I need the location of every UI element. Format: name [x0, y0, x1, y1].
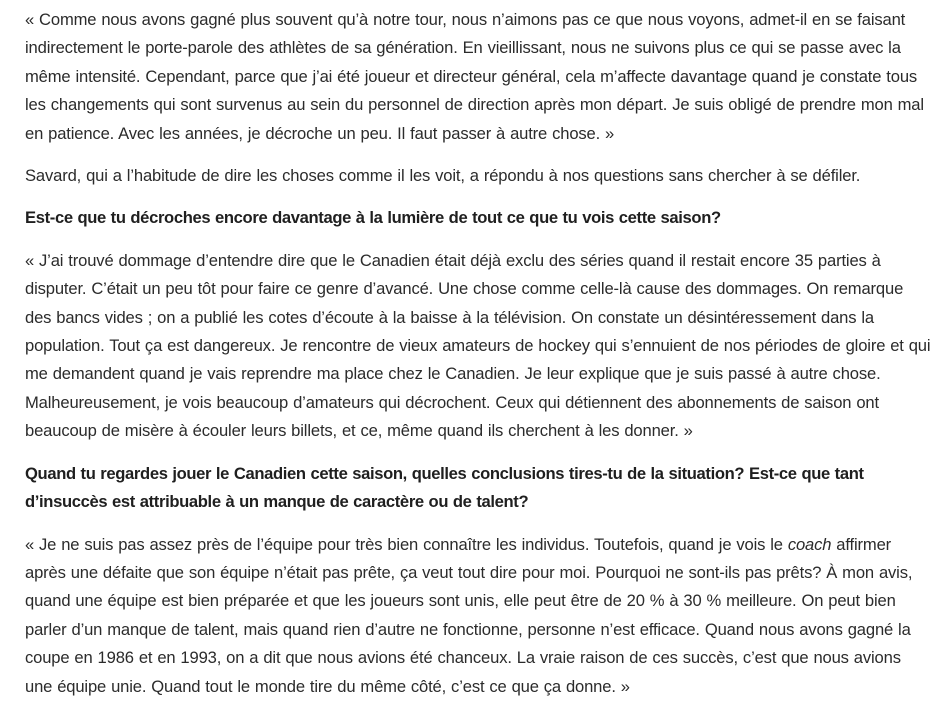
narration-paragraph: Savard, qui a l’habitude de dire les choses comme il les voit, a répondu à nos questions sans chercher à se défiler. — [25, 166, 861, 186]
article-body — [25, 6, 933, 715]
quote-paragraph-1: « Comme nous avons gagné plus souvent qu’à notre tour, nous n’aimons pas ce que nous voyons, admet-il en se faisant indirectement le porte-parole des athlètes de sa génération. En vieillissant, nous ne suivons plus ce qui se passe avec la même intensité. Cependant, parce que j’ai été joueur et directeur général, cela m’affecte davantage quand je constate tous les changements qui sont survenus au sein du personnel de direction après mon départ. Je suis obligé de prendre mon mal en patience. Avec les années, je décroche un peu. Il faut passer à autre chose. » — [25, 10, 924, 143]
quote-paragraph-2: « J’ai trouvé dommage d’entendre dire que le Canadien était déjà exclu des séries quand il restait encore 35 parties à disputer. C’était un peu tôt pour faire ce genre d’avancé. Une chose comme celle-là cause des dommages. On remarque des bancs vides ; on a publié les cotes d’écoute à la baisse à la télévision. On constate un désintéressement dans la population. Tout ça est dangereux. Je rencontre de vieux amateurs de hockey qui s’ennuient de nos périodes de gloire et qui me demandent quand je vais reprendre ma place chez le Canadien. Je leur explique que je suis passé à autre chose. Malheureusement, je vois beaucoup d’amateurs qui décrochent. Ceux qui détiennent des abonnements de saison ont beaucoup de misère à écouler leurs billets, et ce, même quand ils cherchent à les donner. » — [25, 250, 931, 441]
question-1: Est-ce que tu décroches encore davantage à la lumière de tout ce que tu vois cette saison? — [25, 208, 721, 228]
coach-italic-word: coach — [787, 534, 832, 554]
quote-3-part-1: « Je ne suis pas assez près de l’équipe pour très bien connaître les individus. Toutefois, quand je vois le — [25, 534, 788, 554]
question-2: Quand tu regardes jouer le Canadien cette saison, quelles conclusions tires-tu de la situation? Est-ce que tant d’insuccès est attribuable à un manque de caractère ou de talent? — [25, 463, 864, 512]
quote-paragraph-3 — [25, 531, 933, 701]
quote-3-part-2: affirmer après une défaite que son équipe n’était pas prête, ça veut tout dire pour moi. Pourquoi ne sont-ils pas prêts? À mon avis, quand une équipe est bien préparée et que les joueurs sont unis, elle peut être de 20 % à 30 % meilleure. On peut bien parler d’un manque de talent, mais quand rien d’autre ne fonctionne, personne n’est efficace. Quand nous avons gagné la coupe en 1986 et en 1993, on a dit que nous avions été chanceux. La vraie raison de ces succès, c’est que nous avions une équipe unie. Quand tout le monde tire du même côté, c’est ce que ça donne. » — [25, 534, 913, 696]
